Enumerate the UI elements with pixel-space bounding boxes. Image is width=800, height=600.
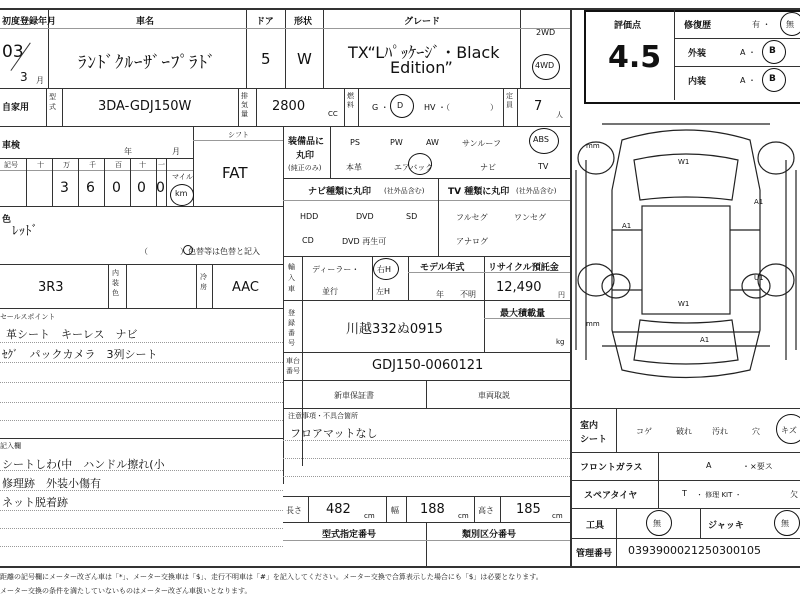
import-label: 輸入車: [288, 263, 295, 293]
windshield-label: フロントガラス: [580, 463, 643, 473]
equip-label-2: 丸印: [296, 151, 315, 161]
score: 4.5: [608, 40, 662, 75]
exterior-selected: B: [769, 46, 776, 56]
footer-line2: メーター交換の条件を満たしていないものはメーター改ざん車扱いとなります。: [0, 587, 252, 595]
nav-note: (社外品含む): [384, 187, 425, 195]
sales-line2: ｾｸﾞ パックカメラ 3列シート: [2, 348, 158, 361]
use: 自家用: [2, 103, 30, 113]
disp-label: 排気量: [241, 92, 248, 118]
nav-title: ナビ種類に丸印: [308, 187, 372, 197]
reg-date-label: 初度登録年月: [2, 17, 57, 27]
equip-abs: ABS: [533, 135, 549, 144]
room-kizu: キズ: [781, 426, 797, 435]
reg-month: 3: [20, 70, 28, 84]
height-label: 高さ: [478, 506, 494, 515]
digit-label-0: 十: [37, 161, 44, 169]
room-label-1: 室内: [580, 421, 599, 431]
inspection-label: 車検: [2, 141, 21, 151]
model-year-unknown: 不明: [460, 290, 476, 299]
height: 185: [516, 502, 541, 517]
digit-label-3: 百: [115, 161, 122, 169]
recycle-yen: 円: [558, 291, 565, 299]
width-cm: cm: [458, 512, 469, 520]
jack-label: ジャッキ: [708, 521, 744, 531]
cc-unit: CC: [328, 110, 338, 118]
nav-dvd: DVD: [356, 212, 374, 221]
displacement: 2800: [272, 99, 306, 114]
tv-oneseg: ワンセグ: [514, 213, 546, 222]
room-ana: 穴: [752, 427, 760, 436]
equip-pw: PW: [390, 138, 403, 147]
recycle-label: リサイクル預託金: [488, 263, 559, 273]
month-unit: 月: [36, 76, 44, 85]
diagram-mark-a1-right: A1: [754, 198, 764, 206]
capacity: 7: [534, 99, 543, 114]
mile-label: マイル: [172, 173, 193, 181]
tv-analog: アナログ: [456, 237, 488, 246]
equip-aw: AW: [426, 138, 439, 147]
diagram-mm-bottom: mm: [586, 320, 600, 328]
caution-text: フロアマットなし: [290, 427, 378, 440]
shape-label: 形状: [294, 17, 313, 27]
mgmt-no: 0393900021250300105: [628, 544, 761, 557]
model-year-label: モデル年式: [420, 263, 465, 273]
tv-note: (社外品含む): [516, 187, 557, 195]
jack-selected: 無: [781, 519, 789, 528]
spare-x: 欠: [790, 490, 798, 499]
fuel-label: 燃料: [347, 92, 354, 109]
shift-label: シフト: [228, 131, 249, 139]
interior-label: 内装: [688, 77, 707, 87]
color-note: （ ）色替等は色替と記入: [140, 247, 260, 256]
chassis-label: 車台番号: [286, 357, 300, 375]
chassis: GDJ150-0060121: [372, 358, 484, 373]
sales-points-label: セールスポイント: [0, 313, 56, 321]
equip-label-1: 装備品に: [288, 137, 325, 147]
interior-color-label: 内装色: [112, 269, 119, 297]
nav-dvd-play: DVD 再生可: [342, 237, 387, 246]
ac-label: 冷房: [200, 273, 207, 291]
doors-label: ドア: [256, 17, 274, 27]
mileage-label: 記号: [4, 161, 18, 169]
width-label: 幅: [391, 506, 399, 515]
diagram-mark-w1: W1: [678, 158, 690, 166]
exterior-a: A ・: [740, 48, 757, 57]
fuel-close: ）: [490, 103, 498, 112]
windshield-a: A: [706, 461, 712, 470]
model-label: 型式: [49, 93, 56, 111]
doors: 5: [261, 50, 271, 68]
sales-line1: 革シート キーレス ナビ: [6, 328, 138, 341]
car-outline-svg: [572, 110, 800, 410]
inspection-year-unit: 年: [124, 147, 132, 156]
import-dealer: ディーラー・: [312, 265, 360, 274]
equip-tv: TV: [538, 162, 549, 171]
equip-label-3: (純正のみ): [288, 164, 322, 172]
tools-selected: 無: [653, 519, 661, 528]
class-label: 類別区分番号: [462, 530, 517, 540]
drive-4wd: 4WD: [535, 61, 555, 70]
exterior-label: 外装: [688, 49, 707, 59]
diagram-mark-u1: U1: [754, 274, 764, 282]
ac: AAC: [232, 280, 259, 295]
car-name: ﾗﾝﾄﾞｸﾙｰｻﾞｰﾌﾟﾗﾄﾞ: [78, 53, 217, 73]
notes-line3: ネット脱着跡: [2, 496, 68, 509]
handle-left: 左H: [376, 287, 391, 296]
notes-label: 記入欄: [0, 442, 21, 450]
fuel-hv: HV ・（: [424, 103, 451, 112]
room-label-2: シート: [580, 435, 608, 445]
mileage-digit-1: 3: [60, 180, 69, 196]
equip-sunroof: サンルーフ: [462, 139, 501, 148]
reg-year: 03: [2, 42, 24, 62]
reg-no-label: 登録番号: [288, 309, 295, 347]
mileage-digit-2: 6: [86, 180, 95, 196]
max-load-label: 最大積載量: [500, 309, 546, 319]
shape: W: [297, 50, 312, 68]
windshield-x: ・×要ス: [742, 462, 773, 471]
tv-title: TV 種類に丸印: [448, 187, 510, 197]
room-yogore: 汚れ: [712, 427, 728, 436]
grade-line2: Edition”: [390, 58, 453, 77]
color-circle-mark: [183, 245, 193, 255]
repair-selected: 無: [786, 20, 794, 29]
shift: FAT: [222, 164, 248, 182]
digit-label-5: 一: [158, 161, 165, 169]
cap-label: 定員: [506, 92, 513, 109]
equip-ps: PS: [350, 138, 360, 147]
max-load-kg: kg: [556, 338, 565, 346]
mileage-digit-3: 0: [112, 180, 121, 196]
color-label: 色: [2, 215, 12, 225]
grade-label: グレード: [404, 17, 441, 27]
grade-line1: TX“Lﾊﾟｯｹｰｼﾞ・Black: [348, 43, 500, 62]
notes-line2: 修理跡 外装小傷有: [2, 477, 101, 490]
interior-a: A ・: [740, 76, 757, 85]
spare-label: スペアタイヤ: [584, 491, 638, 501]
new-warranty: 新車保証書: [334, 391, 374, 400]
type-desig-label: 型式指定番号: [322, 530, 377, 540]
caution-label: 注意事項・不具合箇所: [288, 412, 358, 420]
nav-hdd: HDD: [300, 212, 319, 221]
equip-leather: 本革: [346, 163, 362, 172]
diagram-mark-w1-rear: W1: [678, 300, 690, 308]
km-unit: km: [175, 189, 188, 198]
nav-sd: SD: [406, 212, 418, 221]
digit-label-4: 十: [139, 161, 146, 169]
notes-line1: シートしわ(中 ハンドル擦れ(小: [2, 458, 165, 471]
handle-right: 右H: [377, 265, 392, 274]
color-code: 3R3: [38, 280, 64, 295]
capacity-unit: 人: [556, 111, 563, 119]
length: 482: [326, 502, 351, 517]
mileage-digit-4: 0: [137, 180, 146, 196]
repair-options: 有 ・: [752, 20, 771, 29]
repair-label: 修復歴: [684, 21, 712, 31]
equip-airbag: エアバック: [394, 163, 434, 172]
recycle-value: 12,490: [496, 280, 542, 295]
model: 3DA-GDJ150W: [98, 99, 192, 114]
room-yabure: 破れ: [676, 427, 692, 436]
fuel-selected: D: [397, 101, 404, 110]
mgmt-label: 管理番号: [576, 549, 613, 559]
length-cm: cm: [364, 512, 375, 520]
footer-line1: 距離の記号欄にメーター改ざん車は「*」、メーター交換車は「$」、走行不明車は「#」を記入してください。メーター交換で合算表示した場合にも「$」は必要となります。: [0, 573, 543, 581]
width: 188: [420, 502, 445, 517]
spare-kit: ・ 修理 KIT ・: [696, 491, 742, 499]
digit-label-1: 万: [63, 161, 70, 169]
car-diagram: [572, 110, 800, 410]
reg-no: 川越332ぬ0915: [346, 322, 443, 337]
diagram-mark-a1-left: A1: [622, 222, 632, 230]
diagram-mm-top: mm: [586, 142, 600, 150]
equip-navi: ナビ: [480, 163, 496, 172]
nav-cd: CD: [302, 236, 314, 245]
length-label: 長さ: [286, 506, 302, 515]
spare-t: T: [682, 489, 687, 498]
height-cm: cm: [552, 512, 563, 520]
fuel-g: G ・: [372, 103, 389, 112]
mileage-digit-5: 0: [156, 180, 165, 196]
diagram-mark-a1-bottom: A1: [700, 336, 710, 344]
model-year-unit: 年: [436, 290, 444, 299]
color: ﾚｯﾄﾞ: [12, 224, 38, 239]
score-label: 評価点: [614, 21, 642, 31]
tv-fullseg: フルセグ: [456, 213, 488, 222]
drive-2wd: 2WD: [536, 28, 556, 37]
manual: 車両取説: [478, 391, 510, 400]
import-parallel: 並行: [322, 287, 338, 296]
inspection-month-unit: 月: [172, 147, 180, 156]
digit-label-2: 千: [89, 161, 96, 169]
car-name-label: 車名: [136, 17, 155, 27]
interior-selected: B: [769, 74, 776, 84]
room-koge: コゲ: [636, 427, 652, 436]
tools-label: 工具: [586, 521, 605, 531]
